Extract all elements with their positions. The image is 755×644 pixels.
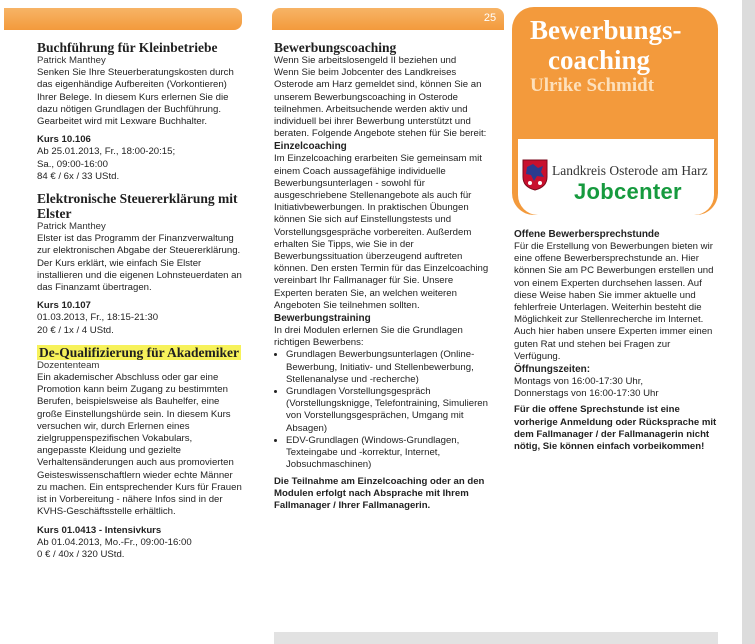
bewerbungstraining-text: In drei Modulen erlernen Sie die Grundlagen richtigen Bewerbens: [274, 325, 463, 349]
bottom-bar [274, 632, 718, 644]
course-description: Senken Sie Ihre Steuerberatungskosten durch das eigenhändige Aufbereiten (Vorkontieren) Ihrer Belege. In diesem Kurs erlernen Sie die dazu nötigen Grundlagen der Buchführung. Gearbeitet wird mit Lexware Buchhalter. [37, 67, 234, 128]
middle-column [274, 40, 494, 512]
course-title-buchfuehrung: Buchführung für Kleinbetriebe [37, 40, 218, 55]
header-tab-left [4, 8, 242, 30]
crest-icon [522, 159, 548, 191]
title-box [512, 7, 718, 215]
list-item: • Grundlagen Vorstellungsgespräch (Vorstellungsknigge, Telefontraining, Simulieren von Vorstellungsgesprächen, Umgang mit Absagen) [286, 386, 494, 435]
course-date: Ab 01.04.2013, Mo.-Fr., 09:00-16:00 [37, 536, 192, 548]
course-description: Ein akademischer Abschluss oder gar eine Promotion kann beim Zugang zu bestimmten Berufen, beispielsweise als Bauhelfer, eine große Einstellungshürde sein. In diesem Kurs versuchen wir, durch Erlernen eines zielgruppenspezifischen Vokabulars, angepasste Kleidung und gezielte Verhaltensänderungen auch aus promovierten Geisteswissenschaftlern wieder echte Männer zu machen. Ein entsprechender Kurs für Frauen ist in Vorbereitung - nähere Infos sind in der KVHS-Geschäftsstelle erhältlich. [37, 372, 242, 518]
course-date: Ab 25.01.2013, Fr., 18:00-20:15; [37, 146, 176, 158]
hours-title: Öffnungszeiten: [514, 364, 591, 376]
closing-note: Die Teilnahme am Einzelcoaching oder an den Modulen erfolgt nach Absprache mit Ihrem Fallmanager / Ihrer Fallmanagerin. [274, 475, 485, 511]
registration-note: Für die offene Sprechstunde ist eine vorherige Anmeldung oder Rücksprache mit dem Fallmanager / der Fallmanagerin nicht nötig, Sie können einfach vorbeikommen! [514, 404, 717, 453]
course-teacher: Patrick Manthey [37, 221, 106, 233]
course-date: Sa., 09:00-16:00 [37, 158, 108, 170]
header-tab-middle [272, 8, 504, 30]
left-column [37, 40, 242, 561]
course-price: 84 € / 6x / 33 UStd. [37, 170, 120, 182]
page-number: 25 [483, 12, 497, 24]
course-title-dequalifizierung [37, 345, 242, 360]
page-shadow [742, 0, 755, 644]
subheading-bewerbungstraining: Bewerbungstraining [274, 313, 371, 325]
right-column [514, 228, 718, 453]
box-title-line2: coaching [548, 45, 651, 75]
highlighted-title: De-Qualifizierung für Akademiker [39, 344, 239, 360]
course-price: 20 € / 1x / 4 UStd. [37, 324, 114, 336]
section-title-bewerbungscoaching: Bewerbungscoaching [274, 40, 397, 55]
course-date: 01.03.2013, Fr., 18:15-21:30 [37, 312, 159, 324]
course-number: Kurs 01.0413 - Intensivkurs [37, 524, 162, 536]
course-number: Kurs 10.107 [37, 300, 91, 312]
subheading-einzelcoaching: Einzelcoaching [274, 141, 347, 153]
module-list [274, 349, 494, 471]
list-item: • Grundlagen Bewerbungsunterlagen (Online-Bewerbung, Initiativ- und Stellenbewerbung, Stellenanalyse und -recherche) [286, 349, 494, 386]
einzelcoaching-text: Im Einzelcoaching erarbeiten Sie gemeinsam mit einem Coach aussagefähige individuelle Bewerbungsunterlagen - sowohl für ausgeschriebene Stellenangebote als auch für Initiativbewerbungen. In praktischen Übungen können Sie sich auf Einstellungstests und Vorstellungsgespräche vorbereiten. Außerdem erhalten Sie Tipps, wie Sie in der Bewerbungssituation überzeugend auftreten können. Den ersten Termin für das Einzelcoaching vereinbart Ihr Fallmanager für Sie. Unsere Experten beraten Sie, an welchen weiteren Angeboten Sie teilnehmen sollten. [274, 153, 489, 311]
hours-line: Montags von 16:00-17:30 Uhr, [514, 376, 644, 388]
intro-prefix: Wenn Sie arbeitslosengeld II beziehen und [274, 55, 457, 66]
landkreis-label: Landkreis Osterode am Harz [552, 163, 708, 178]
box-title [530, 15, 682, 75]
list-item: • EDV-Grundlagen (Windows-Grundlagen, Texteingabe und -korrektur, Internet, Jobsuchmaschinen) [286, 435, 494, 472]
course-description: Elster ist das Programm der Finanzverwaltung zur elektronischen Abgabe der Steuererklärung. Der Kurs erklärt, wie einfach Sie Elster installieren und die eigenen Lohnsteuerdaten an das Finanzamt übertragen. [37, 233, 242, 294]
hours-line: Donnerstags von 16:00-17:30 Uhr [514, 388, 659, 400]
course-number: Kurs 10.106 [37, 134, 91, 146]
sprechstunde-text: Für die Erstellung von Bewerbungen bieten wir eine offene Bewerbersprechstunde an. Hier können Sie am PC Bewerbungen erstellen und von einem Experten durchsehen lassen. Auf diese Weise haben Sie immer aktuelle und fehlerfreie Unterlagen. Weiterhin besteht die Möglichkeit zur Stellenrecherche im Internet. Auch hier haben unsere Experten immer einen guten Rat und stehen bei Fragen zur Verfügung. [514, 241, 714, 362]
intro-text: Wenn Sie beim Jobcenter des Landkreises Osterode am Harz gemeldet sind, können Sie an unserem Bewerbungscoaching in Osterode teilnehmen. Arbeitsuchende werden aktiv und individuell bei ihrer Bewerbung unterstützt und beraten. Folgende Angebote stehen für Sie bereit: [274, 67, 487, 140]
box-title-line1: Bewerbungs- [530, 15, 682, 45]
box-author: Ulrike Schmidt [530, 75, 655, 96]
jobcenter-label: Jobcenter [574, 179, 682, 204]
jobcenter-logo [518, 139, 714, 215]
course-price: 0 € / 40x / 320 UStd. [37, 548, 125, 560]
section-title-sprechstunde: Offene Bewerbersprechstunde [514, 229, 660, 240]
course-teacher: Dozententeam [37, 359, 100, 371]
course-teacher: Patrick Manthey [37, 55, 106, 66]
course-title-elster: Elektronische Steuererklärung mit Elster [37, 191, 238, 222]
